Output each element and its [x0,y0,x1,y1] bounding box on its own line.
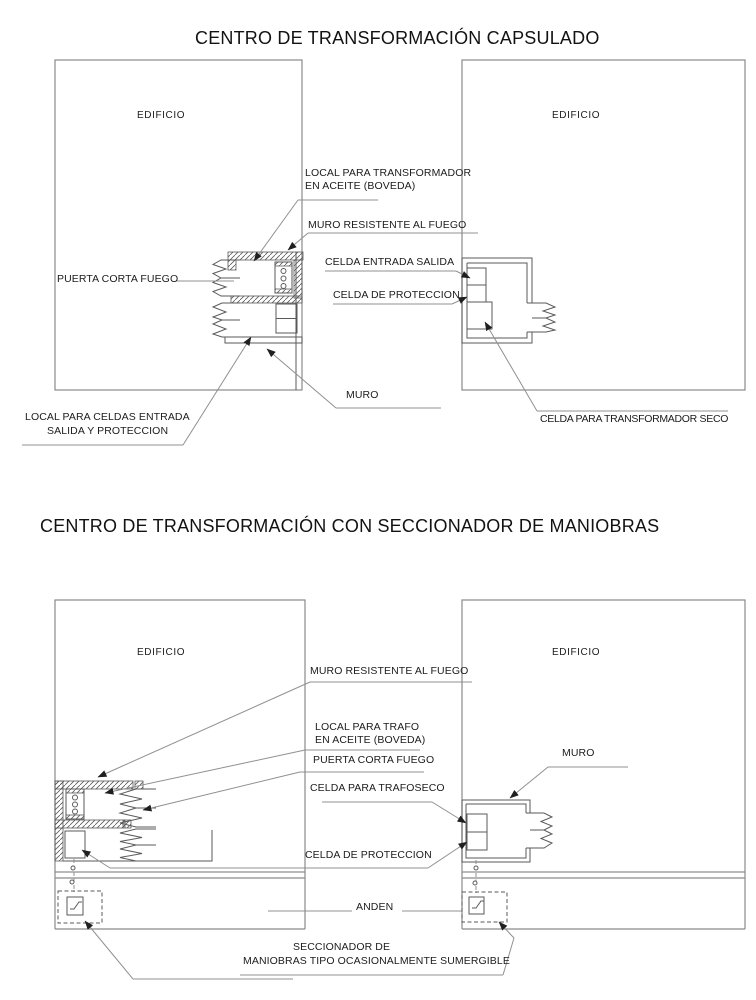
d2-label-muro-resistente: MURO RESISTENTE AL FUEGO [310,665,469,677]
d2-transformer-local [55,781,212,892]
d2-left-seccionador-icon [58,891,102,923]
d1-leader-lines [22,200,728,445]
d1-label-local-celdas-line1: LOCAL PARA CELDAS ENTRADA [25,411,190,423]
d1-label-local-transformador-line2: EN ACEITE (BOVEDA) [305,180,416,192]
transformer-icon [66,789,84,819]
d1-label-muro: MURO [346,389,379,401]
d1-label-celda-transformador-seco: CELDA PARA TRANSFORMADOR SECO [540,413,729,425]
d2-cells-room [462,800,552,893]
d1-cells-room [462,258,555,343]
d2-label-anden: ANDEN [356,901,394,913]
d1-label-muro-resistente: MURO RESISTENTE AL FUEGO [308,219,467,231]
fire-door-icon [213,303,240,337]
d2-label-local-trafo-line2: EN ACEITE (BOVEDA) [315,734,426,746]
d1-label-celda-proteccion: CELDA DE PROTECCION [333,289,460,301]
d2-label-seccionador-line1: SECCIONADOR DE [293,941,391,953]
d1-label-puerta-corta-fuego: PUERTA CORTA FUEGO [57,273,179,285]
diagram2-title: CENTRO DE TRANSFORMACIÓN CON SECCIONADOR DE MANIOBRAS [40,516,660,536]
d1-transformer-local [213,252,303,343]
door-icon [532,303,555,332]
d2-label-muro: MURO [562,747,595,759]
fire-door-icon [120,829,156,861]
d2-left-building-label: EDIFICIO [137,647,186,658]
d2-label-seccionador-line2: MANIOBRAS TIPO OCASIONALMENTE SUMERGIBLE [243,955,510,967]
d1-right-building-label: EDIFICIO [552,110,601,121]
d1-label-local-transformador-line1: LOCAL PARA TRANSFORMADOR [305,167,472,179]
diagram1-title: CENTRO DE TRANSFORMACIÓN CAPSULADO [195,28,600,48]
d2-right-seccionador-icon [462,892,507,922]
d2-label-celda-proteccion: CELDA DE PROTECCION [305,849,432,861]
d2-right-building-outline [462,600,745,929]
d2-label-celda-trafo-seco: CELDA PARA TRAFOSECO [310,782,445,794]
d1-label-local-celdas-line2: SALIDA Y PROTECCION [47,425,169,437]
d2-label-local-trafo-line1: LOCAL PARA TRAFO [315,721,420,733]
d2-label-puerta-corta-fuego: PUERTA CORTA FUEGO [313,754,435,766]
d1-label-celda-entrada-salida: CELDA ENTRADA SALIDA [325,256,455,268]
transformer-icon [275,262,292,293]
door-icon [530,813,552,848]
d2-right-building-label: EDIFICIO [552,647,601,658]
d1-right-building-outline [462,60,745,390]
d1-left-building-label: EDIFICIO [137,110,186,121]
